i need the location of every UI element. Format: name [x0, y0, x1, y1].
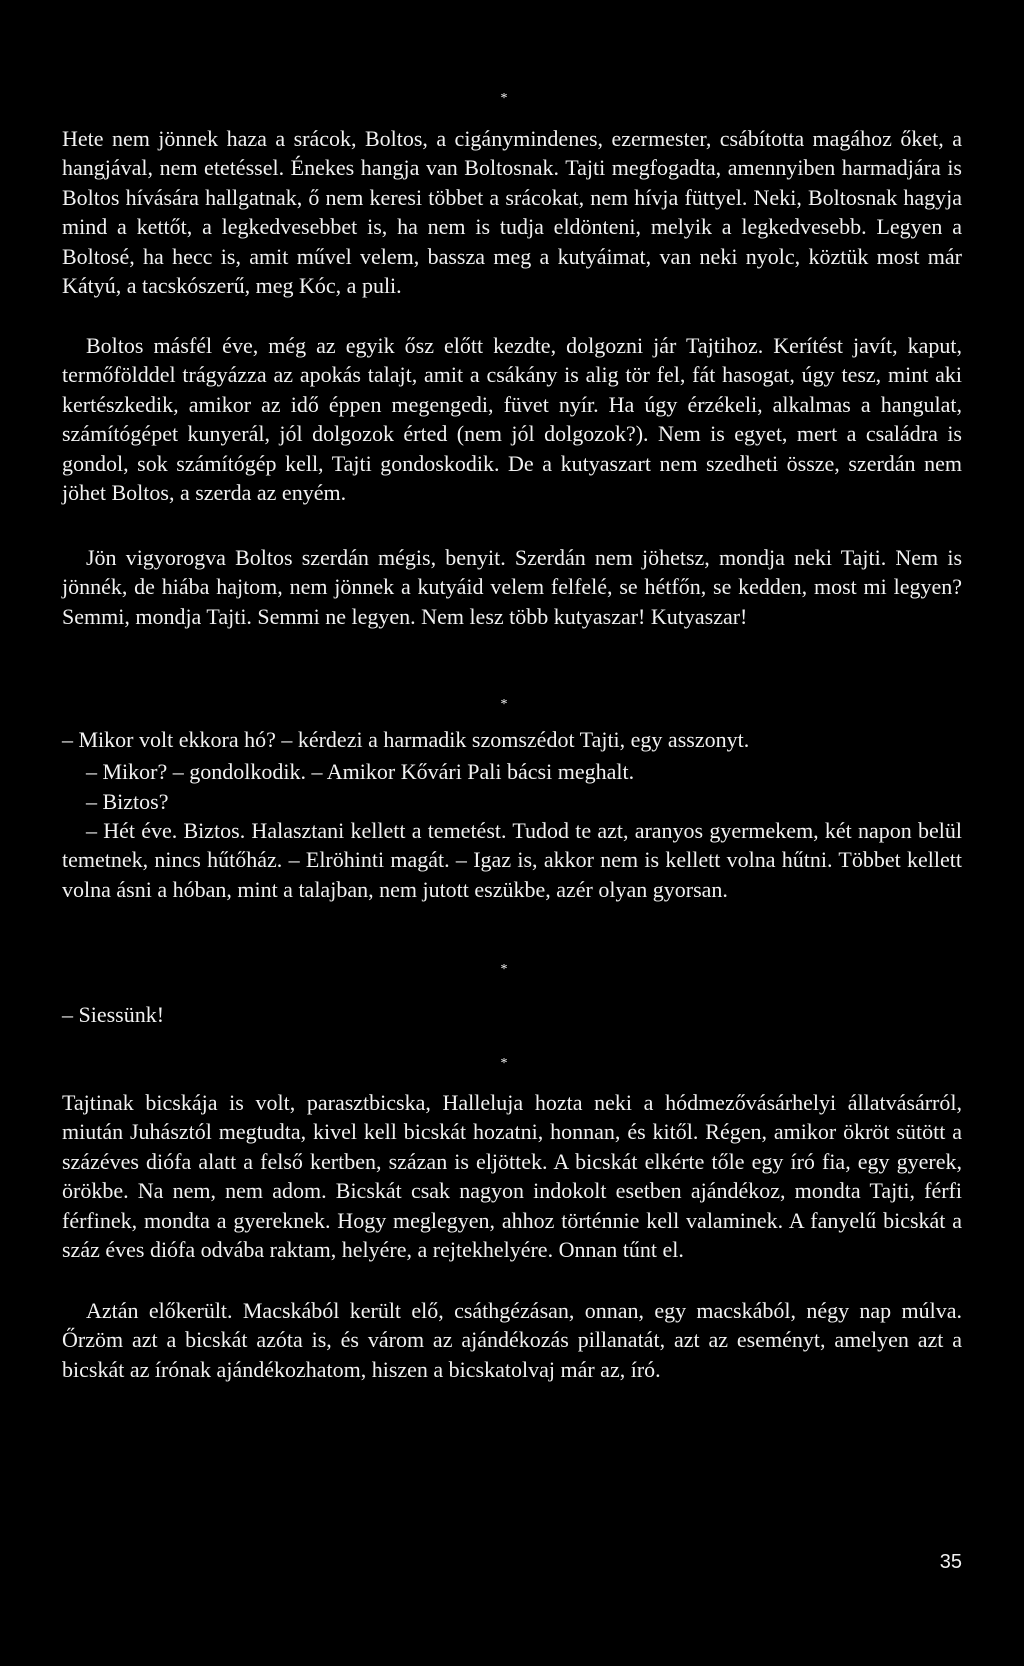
section-separator-2: * — [500, 697, 508, 712]
paragraph-5: Aztán előkerült. Macskából került elő, csáthgézásan, onnan, egy macskából, négy nap múlva. Őrzöm azt a bicskát azóta is, és várom az ajándékozás pillanatát, azt az eseményt, amelyen azt a bicskát az írónak ajándékozhatom, hiszen a bicskatolvaj már az, író. — [62, 1298, 962, 1382]
paragraph-1: Hete nem jönnek haza a srácok, Boltos, a cigánymindenes, ezermester, csábította magához őket, a hangjával, nem etetéssel. Énekes hangja van Boltosnak. Tajti megfogadta, amennyiben harmadjára is Boltos hívására hallgatnak, ő nem keresi többet a srácokat, nem hívja füttyel. Neki, Boltosnak hagyja mind a kettőt, a legkedvesebbet is, ha nem is tudja eldönteni, melyik a legkedvesebb. Legyen a Boltosé, ha hecc is, amit művel velem, bassza meg a kutyáimat, van neki nyolc, köztük most már Kátyú, a tacskószerű, meg Kóc, a puli. — [62, 126, 962, 299]
dialogue-line-1: – Mikor volt ekkora hó? – kérdezi a harmadik szomszédot Tajti, egy asszonyt. — [62, 727, 750, 752]
dialogue-line-5: – Siessünk! — [62, 1002, 165, 1027]
paragraph-4: Tajtinak bicskája is volt, parasztbicska, Halleluja hozta neki a hódmezővásárhelyi állatvásárról, miután Juhásztól megtudta, kivel kell bicskát hozatni, honnan, és kitől. Régen, amikor ökröt sütött a százéves diófa alatt a felső kertben, százan is eljöttek. A bicskát elkérte tőle egy író fia, egy gyerek, örökbe. Na nem, nem adom. Bicskát csak nagyon indokolt esetben ajándékoz, mondta Tajti, férfi férfinek, mondta a gyereknek. Hogy meglegyen, ahhoz történnie kell valaminek. A fanyelű bicskát a száz éves diófa odvába raktam, helyére, a rejtekhelyére. Onnan tűnt el. — [62, 1090, 962, 1263]
paragraph-2: Boltos másfél éve, még az egyik ősz előtt kezdte, dolgozni jár Tajtihoz. Kerítést javít, kaput, termőfölddel trágyázza az apokás talajt, amit a csákány is alig tör fel, fát hasogat, úgy tesz, mint aki kertészkedik, amikor az idő éppen megengedi, füvet nyír. Ha úgy érzékeli, alkalmas a hangulat, számítógépet kunyerál, jól dolgozok érted (nem jól dolgozok?). Nem is egyet, mert a családra is gondol, sok számítógép kell, Tajti gondoskodik. De a kutyaszart nem szedheti össze, szerdán nem jöhet Boltos, a szerda az enyém. — [62, 333, 962, 506]
dialogue-line-3: – Biztos? — [86, 789, 169, 814]
dialogue-line-4: – Hét éve. Biztos. Halasztani kellett a temetést. Tudod te azt, aranyos gyermekem, két napon belül temetnek, nincs hűtőház. – Elröhinti magát. – Igaz is, akkor nem is kellett volna hűtni. Többet kellett volna ásni a hóban, mint a talajban, nem jutott eszükbe, azér olyan gyorsan. — [62, 818, 962, 902]
page-number: 35 — [939, 1551, 962, 1573]
section-separator-1: * — [500, 91, 508, 106]
section-separator-3: * — [500, 962, 508, 977]
dialogue-line-2: – Mikor? – gondolkodik. – Amikor Kővári Pali bácsi meghalt. — [86, 759, 635, 784]
book-page — [62, 0, 962, 1666]
paragraph-3: Jön vigyorogva Boltos szerdán mégis, benyit. Szerdán nem jöhetsz, mondja neki Tajti. Nem is jönnék, de hiába hajtom, nem jönnek a kutyáid velem felfelé, se hétfőn, se kedden, most mi legyen? Semmi, mondja Tajti. Semmi ne legyen. Nem lesz több kutyaszar! Kutyaszar! — [62, 545, 962, 629]
section-separator-4: * — [500, 1056, 508, 1071]
